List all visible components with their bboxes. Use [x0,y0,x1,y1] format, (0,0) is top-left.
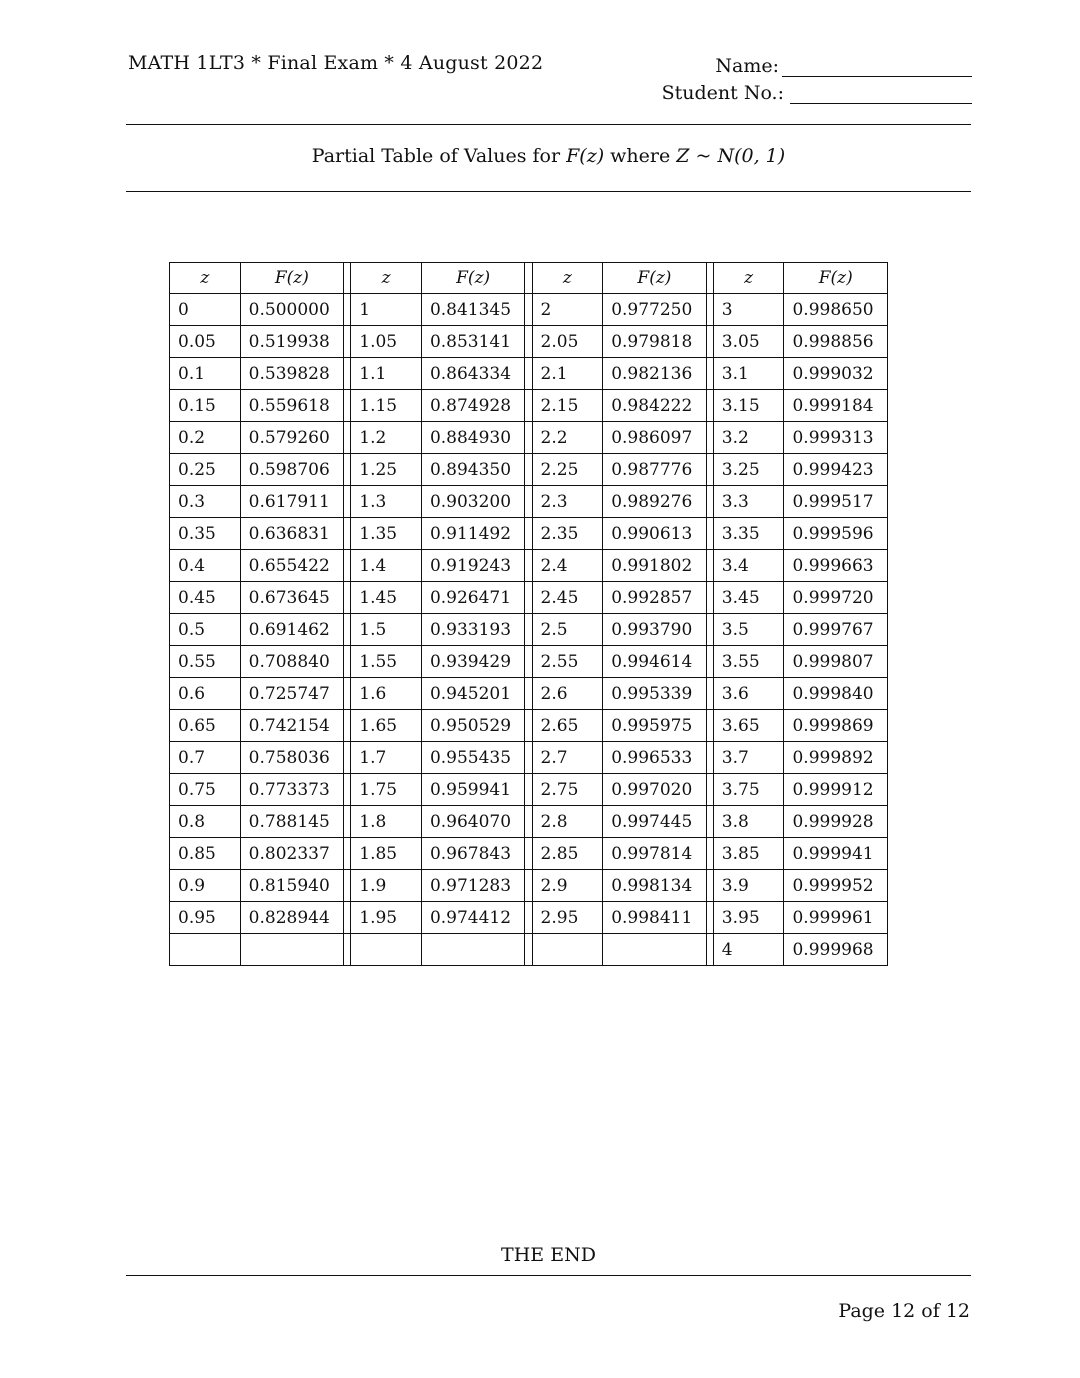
table-body [170,294,888,966]
name-line [640,50,972,77]
z-cell: 2.8 [532,806,603,838]
fz-header: F(z) [603,263,706,294]
column-gap [344,294,351,326]
normal-table [169,262,888,966]
student-info [640,50,972,104]
z-cell: 3.05 [713,326,784,358]
z-cell [351,934,422,966]
column-gap [525,454,532,486]
course-header: MATH 1LT3 * Final Exam * 4 August 2022 [128,52,544,74]
bottom-divider [126,1275,971,1276]
column-gap [344,550,351,582]
title-function: F(z) [566,145,605,167]
z-cell: 2.55 [532,646,603,678]
fz-cell: 0.999952 [784,870,888,902]
column-gap [525,710,532,742]
fz-cell: 0.725747 [240,678,343,710]
fz-cell: 0.998650 [784,294,888,326]
z-header: z [170,263,241,294]
column-gap [344,358,351,390]
column-gap [525,263,532,294]
column-gap [706,710,713,742]
z-cell: 1.7 [351,742,422,774]
column-gap [706,358,713,390]
fz-cell: 0.673645 [240,582,343,614]
z-cell: 1.2 [351,422,422,454]
fz-cell: 0.691462 [240,614,343,646]
fz-cell: 0.841345 [421,294,524,326]
column-gap [344,614,351,646]
column-gap [525,870,532,902]
fz-cell: 0.999928 [784,806,888,838]
z-cell: 4 [713,934,784,966]
z-cell: 0.75 [170,774,241,806]
column-gap [525,518,532,550]
z-cell: 2.2 [532,422,603,454]
table-row [170,390,888,422]
fz-cell: 0.992857 [603,582,706,614]
z-cell: 2 [532,294,603,326]
z-cell: 1.15 [351,390,422,422]
table-row [170,870,888,902]
title-middle: where [604,145,677,167]
fz-cell: 0.911492 [421,518,524,550]
z-cell: 1 [351,294,422,326]
z-cell: 2.95 [532,902,603,934]
fz-cell: 0.815940 [240,870,343,902]
z-cell: 0.5 [170,614,241,646]
column-gap [525,614,532,646]
fz-cell: 0.996533 [603,742,706,774]
column-gap [344,678,351,710]
fz-header: F(z) [784,263,888,294]
column-gap [344,742,351,774]
table-row [170,838,888,870]
z-cell: 0.55 [170,646,241,678]
z-cell: 1.05 [351,326,422,358]
table-row [170,486,888,518]
z-cell: 2.6 [532,678,603,710]
fz-cell: 0.986097 [603,422,706,454]
z-cell: 2.45 [532,582,603,614]
z-cell: 1.3 [351,486,422,518]
fz-cell: 0.998134 [603,870,706,902]
fz-cell: 0.853141 [421,326,524,358]
column-gap [525,326,532,358]
z-cell: 1.35 [351,518,422,550]
z-cell: 3.8 [713,806,784,838]
column-gap [706,454,713,486]
fz-cell: 0.999596 [784,518,888,550]
fz-cell: 0.708840 [240,646,343,678]
z-cell: 3.95 [713,902,784,934]
column-gap [525,902,532,934]
z-header: z [532,263,603,294]
column-gap [344,870,351,902]
z-cell: 2.75 [532,774,603,806]
fz-cell: 0.999968 [784,934,888,966]
column-gap [706,934,713,966]
column-gap [344,454,351,486]
column-gap [344,326,351,358]
z-cell: 0 [170,294,241,326]
table-row [170,774,888,806]
z-cell: 0.3 [170,486,241,518]
column-gap [706,486,713,518]
column-gap [525,550,532,582]
z-cell: 3.15 [713,390,784,422]
fz-cell: 0.993790 [603,614,706,646]
z-cell: 0.2 [170,422,241,454]
title-divider [126,191,971,192]
top-divider [126,124,971,125]
z-cell: 1.5 [351,614,422,646]
z-cell: 3.1 [713,358,784,390]
fz-cell: 0.999720 [784,582,888,614]
column-gap [706,518,713,550]
z-cell: 1.45 [351,582,422,614]
fz-cell: 0.999423 [784,454,888,486]
column-gap [706,390,713,422]
z-cell: 2.4 [532,550,603,582]
z-cell: 2.1 [532,358,603,390]
z-cell: 0.25 [170,454,241,486]
fz-cell [240,934,343,966]
column-gap [344,902,351,934]
z-cell: 0.45 [170,582,241,614]
fz-cell: 0.997445 [603,806,706,838]
column-gap [525,646,532,678]
z-cell: 1.25 [351,454,422,486]
z-cell: 2.85 [532,838,603,870]
column-gap [344,486,351,518]
fz-cell: 0.987776 [603,454,706,486]
fz-cell: 0.999961 [784,902,888,934]
column-gap [344,838,351,870]
student-no-blank [790,85,972,104]
table-row [170,614,888,646]
fz-cell: 0.997020 [603,774,706,806]
fz-cell: 0.636831 [240,518,343,550]
fz-cell: 0.955435 [421,742,524,774]
z-cell: 3.45 [713,582,784,614]
fz-cell: 0.884930 [421,422,524,454]
table-row [170,454,888,486]
z-cell: 2.05 [532,326,603,358]
fz-cell: 0.999912 [784,774,888,806]
fz-cell [603,934,706,966]
column-gap [706,294,713,326]
column-gap [525,390,532,422]
column-gap [706,678,713,710]
column-gap [706,422,713,454]
fz-cell: 0.933193 [421,614,524,646]
fz-cell: 0.598706 [240,454,343,486]
fz-cell: 0.999517 [784,486,888,518]
column-gap [344,390,351,422]
column-gap [706,870,713,902]
z-cell [532,934,603,966]
z-cell: 0.65 [170,710,241,742]
z-cell: 0.7 [170,742,241,774]
column-gap [525,358,532,390]
column-gap [706,646,713,678]
column-gap [706,742,713,774]
fz-cell: 0.997814 [603,838,706,870]
fz-cell: 0.926471 [421,582,524,614]
name-blank [782,58,972,77]
fz-cell: 0.939429 [421,646,524,678]
z-cell: 1.1 [351,358,422,390]
z-cell: 1.65 [351,710,422,742]
fz-cell: 0.919243 [421,550,524,582]
fz-header: F(z) [240,263,343,294]
column-gap [706,774,713,806]
fz-cell: 0.788145 [240,806,343,838]
z-cell: 0.4 [170,550,241,582]
column-gap [344,582,351,614]
column-gap [525,294,532,326]
column-gap [344,518,351,550]
column-gap [344,710,351,742]
fz-cell: 0.959941 [421,774,524,806]
z-cell: 2.65 [532,710,603,742]
fz-cell: 0.864334 [421,358,524,390]
table-row [170,710,888,742]
column-gap [525,678,532,710]
column-gap [706,263,713,294]
fz-cell: 0.802337 [240,838,343,870]
fz-cell: 0.964070 [421,806,524,838]
column-gap [344,806,351,838]
z-cell: 0.05 [170,326,241,358]
z-cell: 3.35 [713,518,784,550]
z-cell: 0.35 [170,518,241,550]
z-cell: 2.15 [532,390,603,422]
z-cell: 3 [713,294,784,326]
fz-cell: 0.979818 [603,326,706,358]
table-row [170,902,888,934]
end-text: THE END [501,1244,596,1266]
z-cell: 0.1 [170,358,241,390]
name-label: Name: [715,55,779,77]
title-prefix: Partial Table of Values for [311,145,567,167]
z-cell: 2.3 [532,486,603,518]
z-cell: 3.65 [713,710,784,742]
fz-cell: 0.758036 [240,742,343,774]
fz-cell: 0.999767 [784,614,888,646]
z-cell: 3.85 [713,838,784,870]
fz-cell: 0.977250 [603,294,706,326]
column-gap [706,838,713,870]
table-row [170,582,888,614]
fz-cell [421,934,524,966]
table-row [170,646,888,678]
fz-cell: 0.998411 [603,902,706,934]
fz-cell: 0.945201 [421,678,524,710]
column-gap [706,550,713,582]
z-cell: 2.35 [532,518,603,550]
column-gap [525,486,532,518]
fz-cell: 0.999892 [784,742,888,774]
column-gap [525,774,532,806]
column-gap [706,326,713,358]
column-gap [525,422,532,454]
z-cell: 1.95 [351,902,422,934]
z-cell: 0.8 [170,806,241,838]
table-title [126,145,971,167]
fz-cell: 0.999184 [784,390,888,422]
z-cell: 1.85 [351,838,422,870]
z-cell: 3.9 [713,870,784,902]
z-cell: 3.6 [713,678,784,710]
column-gap [706,614,713,646]
fz-cell: 0.999807 [784,646,888,678]
z-cell: 1.9 [351,870,422,902]
fz-cell: 0.991802 [603,550,706,582]
z-cell: 2.5 [532,614,603,646]
student-no-label: Student No.: [661,82,784,104]
fz-cell: 0.995339 [603,678,706,710]
z-cell: 0.9 [170,870,241,902]
fz-cell: 0.500000 [240,294,343,326]
z-cell: 0.95 [170,902,241,934]
z-cell: 2.25 [532,454,603,486]
fz-cell: 0.999941 [784,838,888,870]
column-gap [525,582,532,614]
fz-cell: 0.894350 [421,454,524,486]
z-cell: 0.85 [170,838,241,870]
column-gap [525,934,532,966]
table-row [170,934,888,966]
fz-cell: 0.990613 [603,518,706,550]
table-row [170,550,888,582]
table-row [170,742,888,774]
fz-cell: 0.903200 [421,486,524,518]
fz-cell: 0.519938 [240,326,343,358]
z-cell: 0.15 [170,390,241,422]
fz-cell: 0.874928 [421,390,524,422]
column-gap [344,263,351,294]
fz-cell: 0.971283 [421,870,524,902]
z-cell: 2.7 [532,742,603,774]
table-row [170,678,888,710]
z-cell: 1.6 [351,678,422,710]
fz-cell: 0.998856 [784,326,888,358]
z-header: z [713,263,784,294]
z-cell: 1.8 [351,806,422,838]
column-gap [525,806,532,838]
z-cell: 1.75 [351,774,422,806]
fz-cell: 0.539828 [240,358,343,390]
fz-cell: 0.999663 [784,550,888,582]
z-cell: 3.55 [713,646,784,678]
fz-cell: 0.999869 [784,710,888,742]
z-cell: 3.7 [713,742,784,774]
fz-header: F(z) [421,263,524,294]
z-cell: 3.5 [713,614,784,646]
fz-cell: 0.999032 [784,358,888,390]
column-gap [344,934,351,966]
fz-cell: 0.999840 [784,678,888,710]
z-header: z [351,263,422,294]
column-gap [706,806,713,838]
fz-cell: 0.579260 [240,422,343,454]
table-header-row [170,263,888,294]
table-row [170,518,888,550]
fz-cell: 0.655422 [240,550,343,582]
fz-cell: 0.950529 [421,710,524,742]
column-gap [706,582,713,614]
fz-cell: 0.974412 [421,902,524,934]
table-row [170,358,888,390]
fz-cell: 0.967843 [421,838,524,870]
table-row [170,294,888,326]
fz-cell: 0.995975 [603,710,706,742]
fz-cell: 0.984222 [603,390,706,422]
fz-cell: 0.989276 [603,486,706,518]
z-cell: 3.4 [713,550,784,582]
fz-cell: 0.982136 [603,358,706,390]
fz-cell: 0.773373 [240,774,343,806]
z-cell [170,934,241,966]
title-distribution: Z ~ N(0, 1) [676,145,786,167]
table-row [170,326,888,358]
fz-cell: 0.994614 [603,646,706,678]
column-gap [525,838,532,870]
z-cell: 1.55 [351,646,422,678]
column-gap [525,742,532,774]
fz-cell: 0.559618 [240,390,343,422]
column-gap [344,422,351,454]
z-cell: 0.6 [170,678,241,710]
z-cell: 1.4 [351,550,422,582]
fz-cell: 0.617911 [240,486,343,518]
z-cell: 3.2 [713,422,784,454]
page-number: Page 12 of 12 [838,1300,970,1322]
z-cell: 3.25 [713,454,784,486]
table-row [170,422,888,454]
z-cell: 3.3 [713,486,784,518]
student-no-line [640,77,972,104]
z-cell: 3.75 [713,774,784,806]
fz-cell: 0.999313 [784,422,888,454]
fz-cell: 0.828944 [240,902,343,934]
column-gap [706,902,713,934]
fz-cell: 0.742154 [240,710,343,742]
column-gap [344,646,351,678]
z-cell: 2.9 [532,870,603,902]
column-gap [344,774,351,806]
table-row [170,806,888,838]
